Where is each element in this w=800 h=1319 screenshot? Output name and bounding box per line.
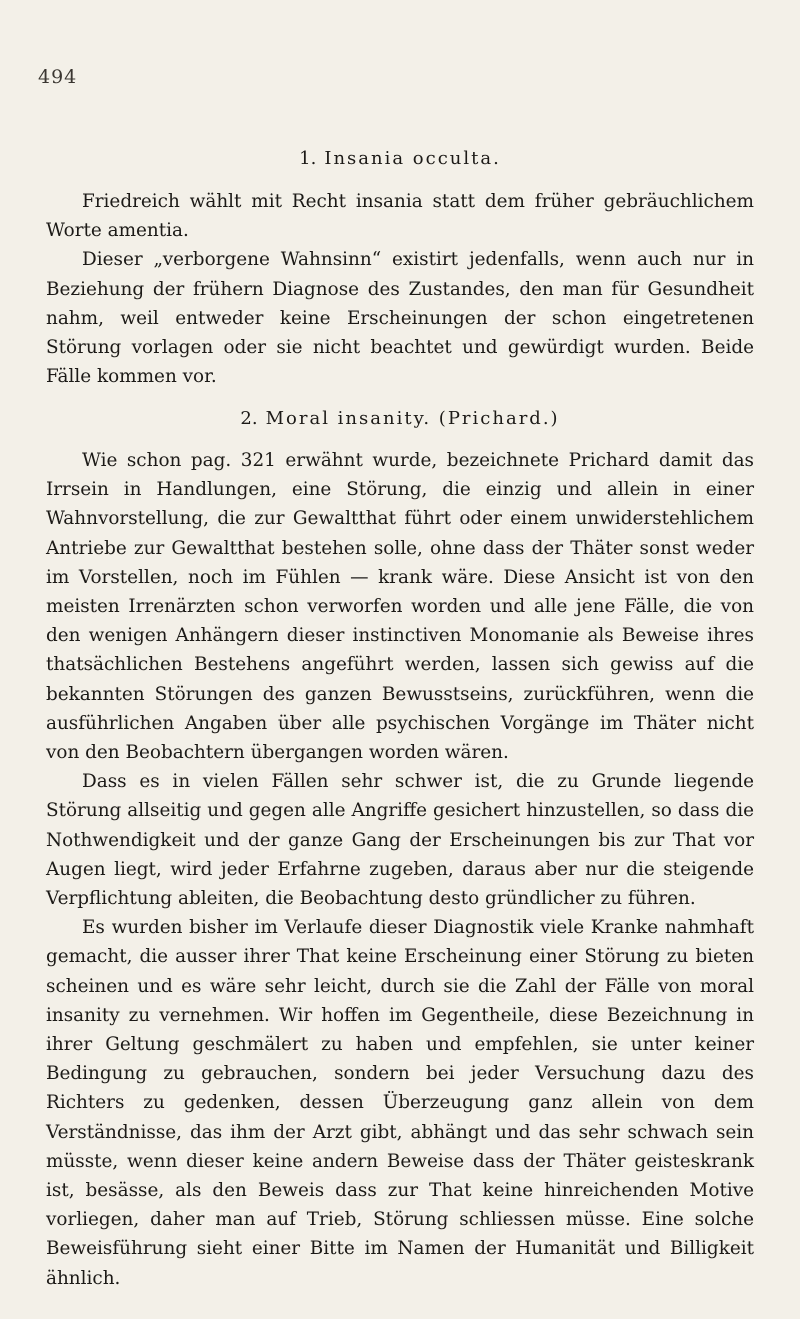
section-1-title: Insania occulta. <box>324 148 501 169</box>
paragraph: Friedreich wählt mit Recht insania statt dem früher gebräuchlichem Worte amentia. <box>46 191 754 242</box>
section-2-heading <box>0 408 800 429</box>
paragraph: Wie schon pag. 321 erwähnt wurde, bezeichnete Prichard damit das Irrsein in Handlungen, eine Störung, die einzig und allein in einer Wahnvorstellung, die zur Gewaltthat führt oder einem unwiderstehlichem Antriebe zur Gewaltthat bestehen solle, ohne dass der Thäter sonst weder im Vorstellen, noch im Fühlen — krank wäre. Diese Ansicht ist von den meisten Irrenärzten schon verworfen worden und alle jene Fälle, die von den wenigen Anhängern dieser instinctiven Monomanie als Beweise ihres thatsächlichen Bestehens angeführt werden, lassen sich gewiss auf die bekannten Störungen des ganzen Bewusstseins, zurückführen, wenn die ausführlichen Angaben über alle psychischen Vorgänge im Thäter nicht von den Beobachtern übergangen worden wären. <box>46 450 754 764</box>
section-1-number: 1. <box>299 148 317 169</box>
paragraph: Dieser „verborgene Wahnsinn“ existirt jedenfalls, wenn auch nur in Beziehung der frühern Diagnose des Zustandes, den man für Gesundheit nahm, weil entweder keine Erscheinungen der schon eingetretenen Störung vorlagen oder sie nicht beachtet und gewürdigt wurden. Beide Fälle kommen vor. <box>46 249 754 388</box>
section-2-title: Moral insanity. (Prichard.) <box>265 408 560 429</box>
section-2-number: 2. <box>240 408 258 429</box>
section-1-heading <box>0 148 800 169</box>
section-1-body <box>46 187 754 391</box>
page-number: 494 <box>38 66 78 88</box>
paragraph: Es wurden bisher im Verlaufe dieser Diagnostik viele Kranke nahmhaft gemacht, die ausser ihrer That keine Erscheinung einer Störung zu bieten scheinen und es wäre sehr leicht, durch sie die Zahl der Fälle von moral insanity zu vernehmen. Wir hoffen im Gegentheile, diese Bezeichnung in ihrer Geltung geschmälert zu haben und empfehlen, sie unter keiner Bedingung zu gebrauchen, sondern bei jeder Versuchung dazu des Richters zu gedenken, dessen Überzeugung ganz allein von dem Verständnisse, das ihm der Arzt gibt, abhängt und das sehr schwach sein müsste, wenn dieser keine andern Beweise dass der Thäter geisteskrank ist, besässe, als den Beweis dass zur That keine hinreichenden Motive vorliegen, daher man auf Trieb, Störung schliessen müsse. Eine solche Beweisführung sieht einer Bitte im Namen der Humanität und Billigkeit ähnlich. <box>46 917 754 1289</box>
section-2-body <box>46 446 754 1293</box>
paragraph: Dass es in vielen Fällen sehr schwer ist, die zu Grunde liegende Störung allseitig und gegen alle Angriffe gesichert hinzustellen, so dass die Nothwendigkeit und der ganze Gang der Erscheinungen bis zur That vor Augen liegt, wird jeder Erfahrne zugeben, daraus aber nur die steigende Verpflichtung ableiten, die Beobachtung desto gründlicher zu führen. <box>46 771 754 910</box>
